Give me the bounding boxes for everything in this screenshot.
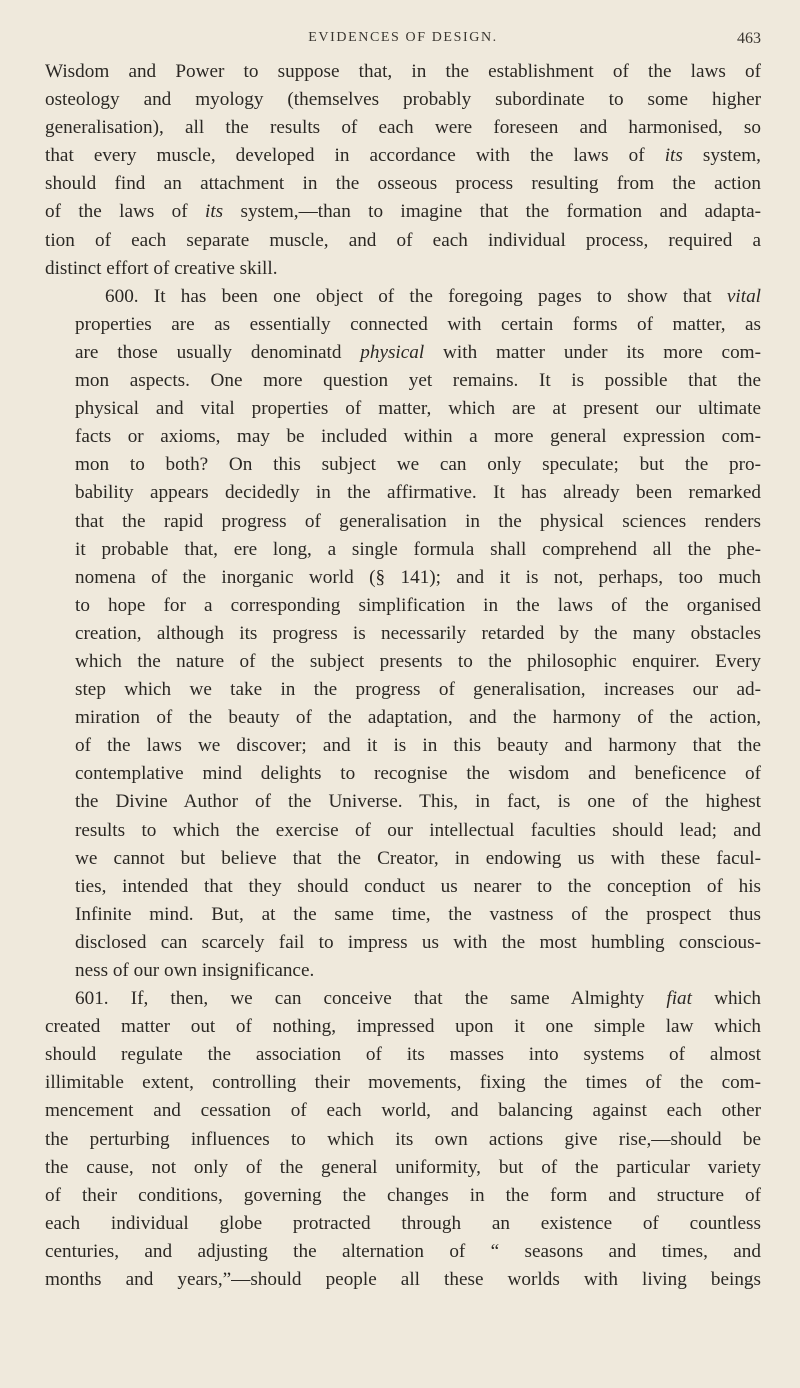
text-line: which the nature of the subject presents to the philosophic enquirer. Every xyxy=(75,650,761,672)
book-page xyxy=(45,0,761,1388)
text-line: 600. It has been one object of the foregoing pages to show that vital xyxy=(105,285,761,307)
text-line: the perturbing influences to which its own actions give rise,—should be xyxy=(45,1128,761,1150)
text-line: centuries, and adjusting the alternation of “ seasons and times, and xyxy=(45,1240,761,1262)
text-line: disclosed can scarcely fail to impress us with the most humbling conscious- xyxy=(75,931,761,953)
text-line: distinct effort of creative skill. xyxy=(45,257,278,279)
text-line: physical and vital properties of matter, which are at present our ultimate xyxy=(75,398,761,420)
text-line: should regulate the association of its masses into systems of almost xyxy=(45,1044,761,1066)
body-text xyxy=(45,58,761,1294)
emphasis: physical xyxy=(360,341,425,363)
text-line: contemplative mind delights to recognise the wisdom and beneficence of xyxy=(75,763,761,785)
text-line: step which we take in the progress of generalisation, increases our ad- xyxy=(75,679,761,701)
text-line: bability appears decidedly in the affirmative. It has already been remarked xyxy=(75,482,761,504)
text-line: months and years,”—should people all these worlds with living beings xyxy=(45,1269,761,1291)
text-line: generalisation), all the results of each were foreseen and harmonised, so xyxy=(45,117,761,139)
running-head xyxy=(45,0,761,58)
text-line: 601. If, then, we can conceive that the same Almighty fiat which xyxy=(75,988,761,1010)
text-line: of the laws of its system,—than to imagine that the formation and adapta- xyxy=(45,201,761,223)
emphasis: its xyxy=(664,145,683,167)
text-line: tion of each separate muscle, and of each individual process, required a xyxy=(45,229,761,251)
text-line: to hope for a corresponding simplification in the laws of the organised xyxy=(75,594,761,616)
text-line: facts or axioms, may be included within a more general expression com- xyxy=(75,426,761,448)
text-line: nomena of the inorganic world (§ 141); and it is not, perhaps, too much xyxy=(75,566,761,588)
text-line: that every muscle, developed in accordance with the laws of its system, xyxy=(45,145,761,167)
text-line: Infinite mind. But, at the same time, the vastness of the prospect thus xyxy=(75,903,761,925)
text-line: creation, although its progress is necessarily retarded by the many obstacles xyxy=(75,622,761,644)
text-line: illimitable extent, controlling their movements, fixing the times of the com- xyxy=(45,1072,761,1094)
text-line: results to which the exercise of our intellectual faculties should lead; and xyxy=(75,819,761,841)
text-line: properties are as essentially connected with certain forms of matter, as xyxy=(75,313,761,335)
paragraph-600 xyxy=(45,283,761,985)
text-line: we cannot but believe that the Creator, in endowing us with these facul- xyxy=(75,847,761,869)
text-line: each individual globe protracted through an existence of countless xyxy=(45,1212,761,1234)
emphasis: its xyxy=(204,201,224,223)
text-line: of the laws we discover; and it is in this beauty and harmony that the xyxy=(75,735,761,757)
text-line: ties, intended that they should conduct us nearer to the conception of his xyxy=(75,875,761,897)
text-line: mon to both? On this subject we can only speculate; but the pro- xyxy=(75,454,761,476)
running-title: EVIDENCES OF DESIGN. xyxy=(308,30,498,45)
emphasis: vital xyxy=(726,285,761,307)
text-line: should find an attachment in the osseous process resulting from the action xyxy=(45,173,761,195)
text-line: of their conditions, governing the changes in the form and structure of xyxy=(45,1184,761,1206)
paragraph-continuation xyxy=(45,58,761,283)
emphasis: fiat xyxy=(666,988,692,1010)
text-line: miration of the beauty of the adaptation, and the harmony of the action, xyxy=(75,707,761,729)
text-line: mencement and cessation of each world, and balancing against each other xyxy=(45,1100,761,1122)
text-line: osteology and myology (themselves probably subordinate to some higher xyxy=(45,89,761,111)
text-line: Wisdom and Power to suppose that, in the establishment of the laws of xyxy=(45,61,761,82)
text-line: created matter out of nothing, impressed upon it one simple law which xyxy=(45,1016,761,1038)
text-line: that the rapid progress of generalisation in the physical sciences renders xyxy=(75,510,761,532)
text-line: the Divine Author of the Universe. This, in fact, is one of the highest xyxy=(75,791,761,813)
text-line: are those usually denominatd physical with matter under its more com- xyxy=(75,341,761,363)
text-line: it probable that, ere long, a single formula shall comprehend all the phe- xyxy=(75,538,761,560)
text-line: ness of our own insignificance. xyxy=(75,960,315,981)
paragraph-601 xyxy=(45,985,761,1294)
text-line: the cause, not only of the general uniformity, but of the particular variety xyxy=(45,1156,761,1178)
page-number: 463 xyxy=(737,30,761,47)
text-line: mon aspects. One more question yet remains. It is possible that the xyxy=(75,370,761,392)
